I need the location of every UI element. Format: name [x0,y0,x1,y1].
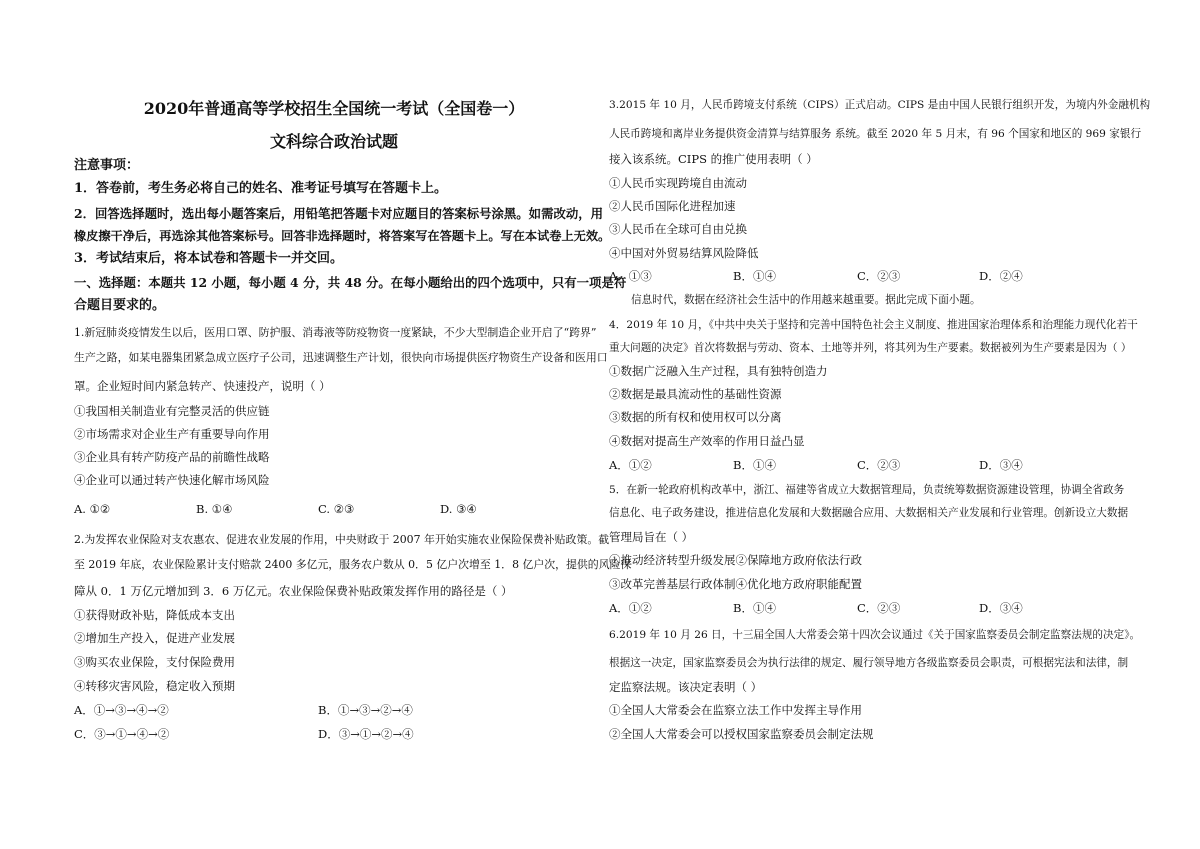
notice-line: 1．答卷前，考生务必将自己的姓名、准考证号填写在答题卡上。 [74,181,448,196]
q5-option-c: C．②③ [857,601,901,615]
q6-stem: 6.2019 年 10 月 26 日，十三届全国人大常委会第十四次会议通过《关于国家监察委员会制定监察法规的决定》。 [609,629,1141,641]
q2-option-b: B．①→③→②→④ [318,703,413,717]
q4-item: ①数据广泛融入生产过程，具有独特创造力 [609,364,828,378]
q1-option-c: C. ②③ [318,502,355,516]
q3-stem: 人民币跨境和离岸业务提供资金清算与结算服务 系统。截至 2020 年 5 月末，有 96 个国家和地区的 969 家银行 [609,128,1142,140]
q5-stem: 信息化、电子政务建设，推进信息化发展和大数据融合应用、大数据相关产业发展和行业管理。创新设立大数据 [609,507,1129,519]
q2-item: ②增加生产投入，促进产业发展 [74,631,235,645]
q1-item: ④企业可以通过转产快速化解市场风险 [74,473,270,487]
q4-option-c: C．②③ [857,458,901,472]
q2-item: ④转移灾害风险，稳定收入预期 [74,679,235,693]
q5-stem: 管理局旨在（ ） [609,530,694,544]
exam-subtitle: 文科综合政治试题 [269,132,398,151]
notice-heading: 注意事项： [74,158,140,173]
q1-stem: 罩。企业短时间内紧急转产、快速投产，说明（ ） [74,379,331,393]
q5-option-a: A．①② [609,601,652,615]
q4-option-d: D．③④ [979,458,1023,472]
q2-option-a: A．①→③→④→② [74,703,169,717]
q3-option-a: A．①③ [609,269,652,283]
q4-stem: 重大问题的决定》首次将数据与劳动、资本、土地等并列，将其列为生产要素。数据被列为生产要素是因为（ ） [609,342,1132,354]
q2-item: ①获得财政补贴，降低成本支出 [74,608,235,622]
q6-stem: 根据这一决定，国家监察委员会为执行法律的规定、履行领导地方各级监察委员会职责，可根据宪法和法律，制 [609,657,1129,669]
q5-item: ③改革完善基层行政体制④优化地方政府职能配置 [609,577,862,591]
notice-line: 橡皮擦干净后，再选涂其他答案标号。回答非选择题时，将答案写在答题卡上。写在本试卷上无效。 [74,229,611,243]
exam-title: 2020年普通高等学校招生全国统一考试（全国卷一） [143,99,525,118]
q2-option-c: C．③→①→④→② [74,727,170,741]
q1-item: ①我国相关制造业有完整灵活的供应链 [74,404,270,418]
q6-stem: 定监察法规。该决定表明（ ） [609,680,763,694]
section-heading: 合题目要求的。 [74,298,166,313]
q3-item: ②人民币国际化进程加速 [609,199,736,213]
q3-item: ③人民币在全球可自由兑换 [609,222,747,236]
q3-option-d: D．②④ [979,269,1023,283]
section-heading: 一、选择题：本题共 12 小题，每小题 4 分，共 48 分。在每小题给出的四个选项中，只有一项是符 [74,275,627,290]
q5-stem: 5．在新一轮政府机构改革中，浙江、福建等省成立大数据管理局，负责统筹数据资源建设管理，协调全省政务 [609,484,1125,496]
q2-stem: 障从 0．1 万亿元增加到 3．6 万亿元。农业保险保费补贴政策发挥作用的路径是（ ） [74,584,513,598]
q4-stem: 4．2019 年 10 月，《中共中央关于坚持和完善中国特色社会主义制度、推进国家治理体系和治理能力现代化若干 [609,319,1138,331]
q2-stem: 2.为发挥农业保险对支农惠农、促进农业发展的作用，中央财政于 2007 年开始实施农业保险保费补贴政策。截 [74,533,610,546]
q5-item: ①推动经济转型升级发展②保障地方政府依法行政 [609,553,862,567]
q4-item: ③数据的所有权和使用权可以分离 [609,410,782,424]
q5-option-b: B．①④ [733,601,776,615]
q3-option-c: C．②③ [857,269,901,283]
q3-item: ①人民币实现跨境自由流动 [609,176,747,190]
q3-option-b: B．①④ [733,269,776,283]
q2-option-d: D．③→①→②→④ [318,727,414,741]
q4-item: ④数据对提高生产效率的作用日益凸显 [609,434,805,448]
q1-item: ②市场需求对企业生产有重要导向作用 [74,427,270,441]
q1-option-b: B. ①④ [196,502,233,516]
info-line: 信息时代，数据在经济社会生活中的作用越来越重要。据此完成下面小题。 [631,294,981,306]
q4-item: ②数据是最具流动性的基础性资源 [609,387,782,401]
q3-stem: 接入该系统。CIPS 的推广使用表明（ ） [609,152,818,166]
notice-line: 3．考试结束后，将本试卷和答题卡一并交回。 [74,251,344,266]
q1-option-d: D. ③④ [440,502,477,516]
q2-item: ③购买农业保险，支付保险费用 [74,655,235,669]
q2-stem: 至 2019 年底，农业保险累计支付赔款 2400 多亿元，服务农户数从 0．5 亿户次增至 1．8 亿户次，提供的风险保 [74,558,632,571]
q1-item: ③企业具有转产防疫产品的前瞻性战略 [74,450,270,464]
q4-option-a: A．①② [609,458,652,472]
q5-option-d: D．③④ [979,601,1023,615]
q6-item: ②全国人大常委会可以授权国家监察委员会制定法规 [609,727,874,741]
q1-option-a: A. ①② [74,502,111,516]
q3-item: ④中国对外贸易结算风险降低 [609,246,759,260]
q1-stem: 1.新冠肺炎疫情发生以后，医用口罩、防护服、消毒液等防疫物资一度紧缺，不少大型制造企业开启了“跨界” [74,326,597,339]
q6-item: ①全国人大常委会在监察立法工作中发挥主导作用 [609,703,862,717]
q3-stem: 3.2015 年 10 月，人民币跨境支付系统（CIPS）正式启动。CIPS 是由中国人民银行组织开发，为境内外金融机构 [609,99,1151,111]
q4-option-b: B．①④ [733,458,776,472]
q1-stem: 生产之路，如某电器集团紧急成立医疗子公司，迅速调整生产计划，很快向市场提供医疗物资生产设备和医用口 [74,351,608,364]
notice-line: 2．回答选择题时，选出每小题答案后，用铅笔把答题卡对应题目的答案标号涂黑。如需改动，用 [74,206,604,221]
